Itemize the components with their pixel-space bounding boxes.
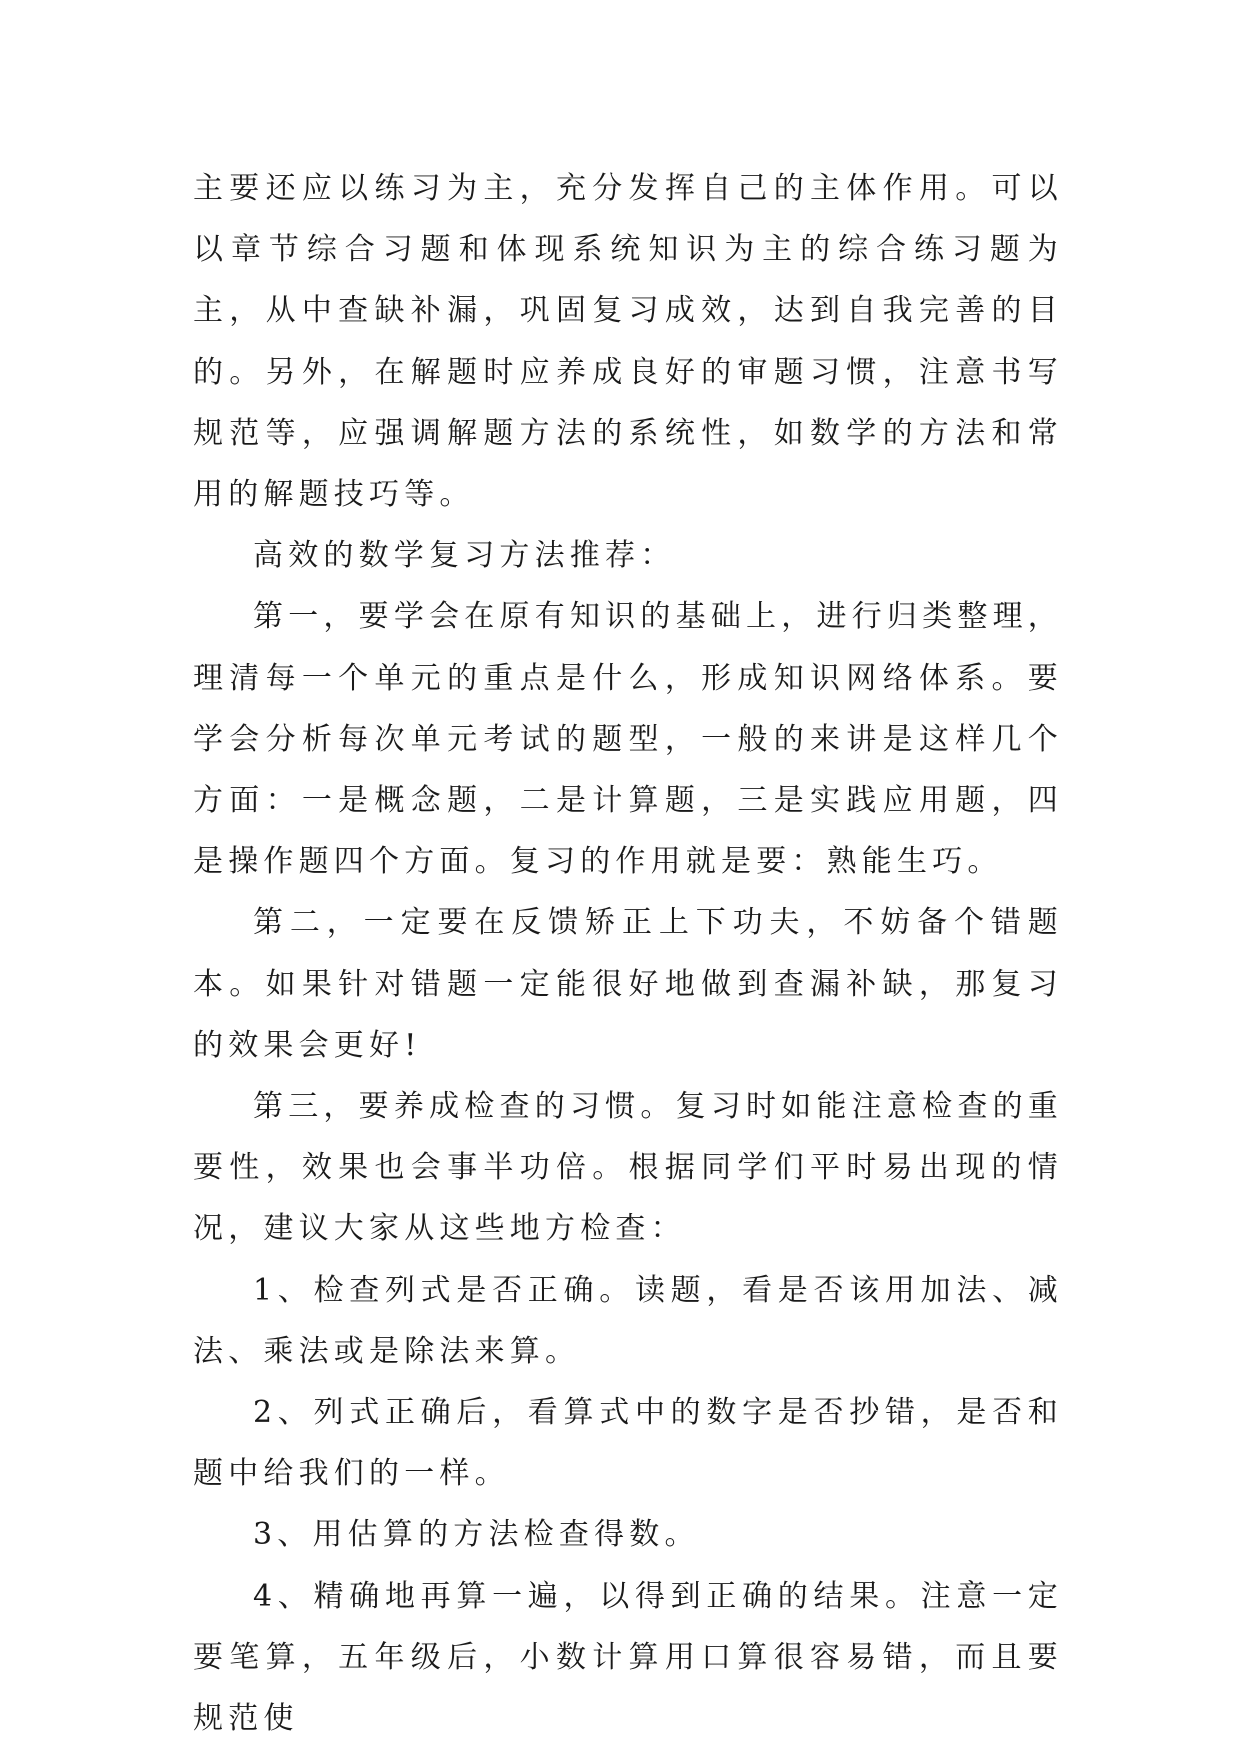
paragraph-check-item-4: 4、精确地再算一遍，以得到正确的结果。注意一定要笔算，五年级后，小数计算用口算很容易错，而且要规范使 [193,1578,1063,1737]
paragraph-check-item-1: 1、检查列式是否正确。读题，看是否该用加法、减法、乘法或是除法来算。 [193,1272,1063,1369]
paragraph-intro: 主要还应以练习为主，充分发挥自己的主体作用。可以以章节综合习题和体现系统知识为主的综合练习题为主，从中查缺补漏，巩固复习成效，达到自我完善的目的。另外，在解题时应养成良好的审题习惯，注意书写规范等，应强调解题方法的系统性，如数学的方法和常用的解题技巧等。 [193,171,1063,513]
paragraph-check-item-3: 3、用估算的方法检查得数。 [253,1517,700,1553]
document-body [193,158,1063,1749]
paragraph-first-method: 第一，要学会在原有知识的基础上，进行归类整理，理清每一个单元的重点是什么，形成知识网络体系。要学会分析每次单元考试的题型，一般的来讲是这样几个方面：一是概念题，二是计算题，三是实践应用题，四是操作题四个方面。复习的作用就是要：熟能生巧。 [193,599,1063,880]
paragraph-check-item-2: 2、列式正确后，看算式中的数字是否抄错，是否和题中给我们的一样。 [193,1395,1063,1492]
paragraph-second-method: 第二，一定要在反馈矫正上下功夫，不妨备个错题本。如果针对错题一定能很好地做到查漏补缺，那复习的效果会更好! [193,905,1063,1063]
paragraph-third-method: 第三，要养成检查的习惯。复习时如能注意检查的重要性，效果也会事半功倍。根据同学们平时易出现的情况，建议大家从这些地方检查： [193,1089,1063,1247]
paragraph-heading-methods: 高效的数学复习方法推荐： [253,538,676,574]
